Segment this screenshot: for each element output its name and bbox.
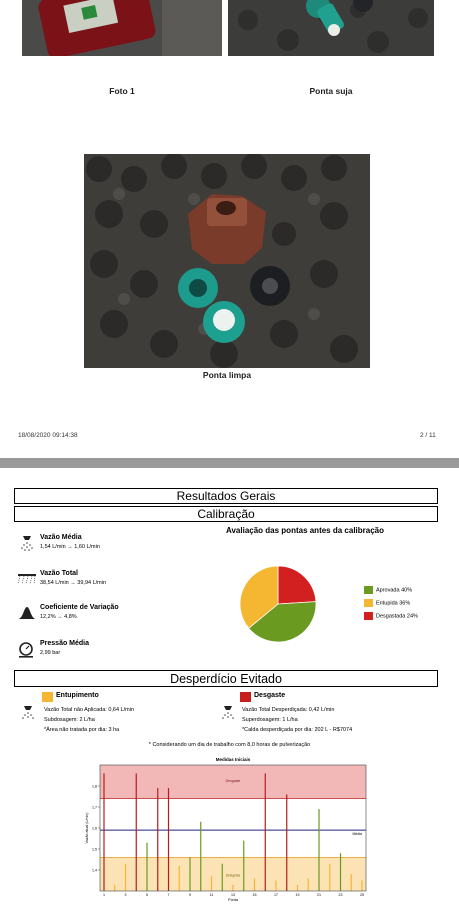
clog-line-3: *Área não tratada por dia: 3 ha [44, 727, 120, 733]
pie-legend-approved [364, 586, 412, 594]
x-axis-label: Ponta [228, 898, 238, 902]
clog-line-2: Subdosagem: 2 L/ha [44, 717, 95, 723]
photo-clean-caption: Ponta limpa [202, 370, 252, 380]
metric-mean-flow-label: Vazão Média [40, 534, 82, 541]
pressure-gauge-icon [18, 642, 36, 658]
metric-variation-label: Coeficiente de Variação [40, 604, 119, 611]
clog-title: Entupimento [56, 692, 99, 699]
clogged-band-label: Entupida [226, 873, 240, 878]
pie-chart [238, 564, 318, 644]
clog-block [18, 690, 218, 740]
bell-curve-icon [18, 606, 36, 620]
x-tick-label: 1 [103, 893, 105, 897]
wear-color-swatch [240, 692, 251, 702]
x-tick-label: 3 [124, 893, 127, 897]
pie-legend-worn-label: Desgastada 24% [376, 613, 418, 620]
x-tick-label: 23 [338, 893, 343, 897]
x-tick-label: 21 [317, 893, 321, 897]
wear-block [218, 690, 438, 740]
x-tick-label: 25 [360, 893, 364, 897]
clog-line-1: Vazão Total não Aplicada: 0,64 L/min [44, 707, 134, 713]
legend-swatch-worn [364, 612, 373, 620]
wear-line-1: Vazão Total Desperdiçada: 0,42 L/min [242, 707, 335, 713]
wear-title: Desgaste [254, 692, 286, 699]
worn-band-label: Desgaste [225, 778, 241, 783]
initial-measures-chart [82, 753, 382, 903]
x-tick-label: 9 [189, 893, 191, 897]
metric-total-flow-value: 38,54 L/min → 39,94 L/min [40, 580, 107, 586]
mean-label: Média [352, 832, 362, 837]
wear-line-2: Superdosagem: 1 L/ha [242, 717, 298, 723]
legend-swatch-clogged [364, 599, 373, 607]
pie-legend-clogged-label: Entupida 36% [376, 600, 411, 607]
clog-color-swatch [42, 692, 53, 702]
footer-page-number: 2 / 11 [420, 432, 436, 439]
y-tick-label: 1,6 [92, 826, 97, 831]
legend-swatch-approved [364, 586, 373, 594]
photo-1-caption: Foto 1 [109, 86, 135, 96]
nozzle-spray-icon [220, 706, 236, 722]
x-tick-label: 17 [274, 893, 278, 897]
photo-dirty-caption: Ponta suja [309, 86, 353, 96]
x-tick-label: 13 [231, 893, 235, 897]
pie-legend-clogged [364, 599, 410, 607]
y-tick-label: 1,7 [92, 805, 97, 810]
metric-mean-flow-value: 1,54 L/min → 1,60 L/min [40, 544, 100, 550]
photo-clean-nozzle-image [84, 154, 370, 368]
photo-clean-nozzle [84, 154, 370, 368]
y-axis-label: Vazão atual (L/min) [85, 812, 89, 844]
nozzle-spray-icon [18, 536, 36, 552]
pie-legend-approved-label: Aprovada 40% [376, 587, 413, 594]
metric-pressure-value: 2,99 bar [40, 650, 61, 656]
x-tick-label: 11 [209, 893, 214, 897]
y-tick-label: 1,5 [92, 847, 97, 852]
calibration-title: Calibração [14, 506, 438, 522]
y-tick-label: 1,4 [92, 868, 97, 873]
workday-note: * Considerando um dia de trabalho com 8,0 horas de pulverização [148, 742, 311, 748]
waste-title: Desperdício Evitado [14, 670, 438, 687]
photo-dirty-nozzle-image [228, 0, 434, 56]
x-tick-label: 7 [167, 893, 170, 897]
wear-line-3: *Calda desperdiçada por dia: 202 L - R$7074 [242, 727, 353, 733]
metric-total-flow-label: Vazão Total [40, 570, 78, 577]
x-tick-label: 19 [295, 893, 300, 897]
photo-dirty-nozzle [228, 0, 434, 56]
pie-legend-worn [364, 612, 418, 620]
photo-1-image [22, 0, 222, 56]
pie-slice-worn [278, 566, 316, 604]
photo-1 [22, 0, 222, 56]
metric-variation-value: 12,2% → 4,8% [40, 614, 77, 620]
x-tick-label: 5 [146, 893, 148, 897]
boom-sprayer-icon [18, 572, 36, 586]
chart-title: Medidas Iniciais [215, 757, 251, 762]
footer-date: 18/08/2020 09:14:38 [18, 432, 78, 439]
y-tick-label: 1,8 [92, 784, 97, 789]
report-page-3 [0, 468, 459, 908]
pie-chart-title: Avaliação das pontas antes da calibração [226, 526, 384, 535]
nozzle-spray-icon [20, 706, 36, 722]
metric-pressure-label: Pressão Média [40, 640, 90, 647]
x-tick-label: 15 [252, 893, 257, 897]
results-title: Resultados Gerais [14, 488, 438, 504]
